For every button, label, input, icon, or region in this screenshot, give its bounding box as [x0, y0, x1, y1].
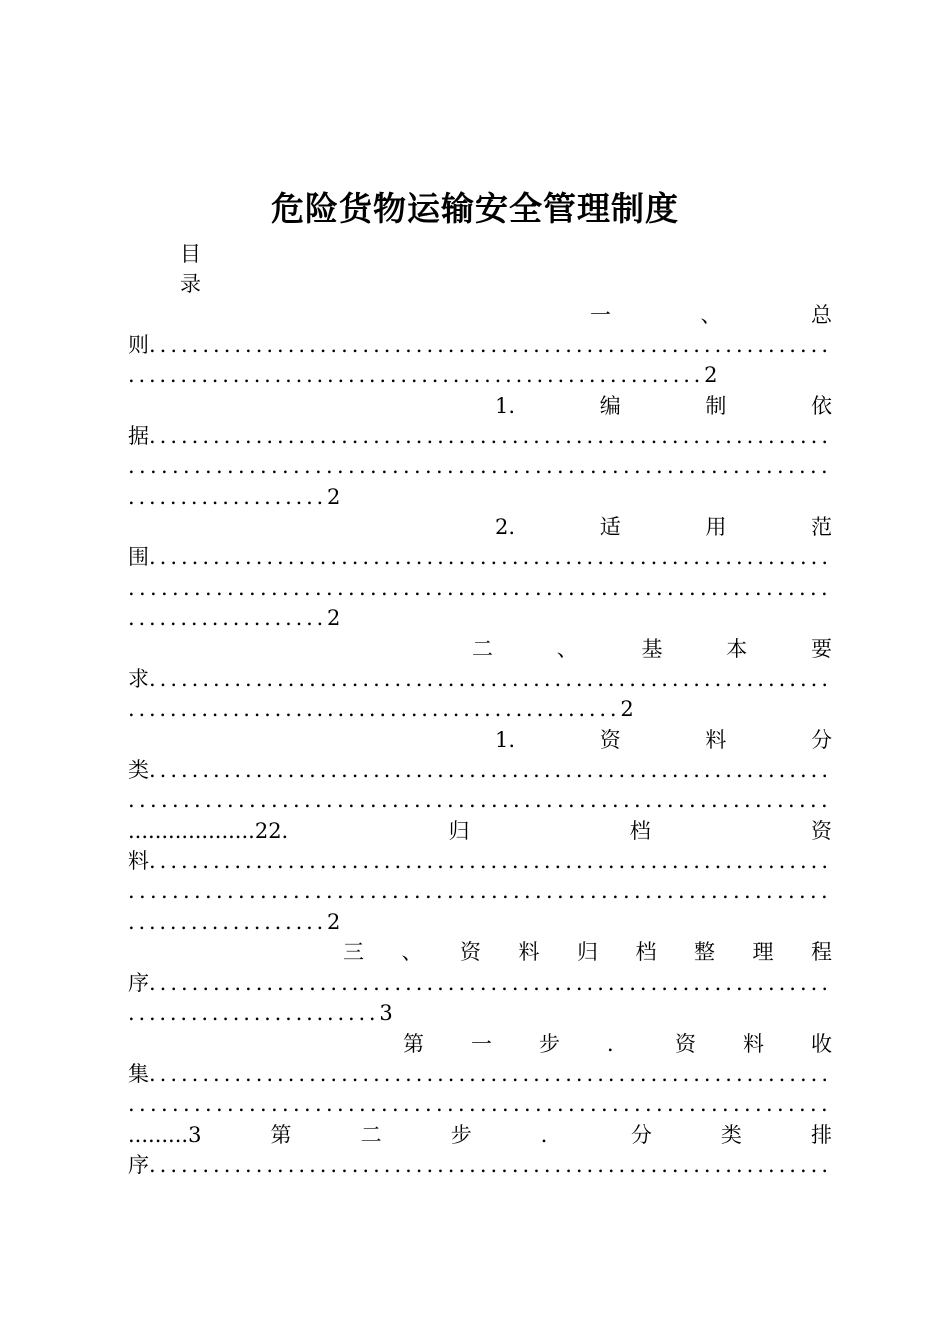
toc-leader-line — [128, 330, 832, 360]
toc-leader-line — [128, 998, 832, 1028]
toc-token: 料 — [743, 1032, 764, 1056]
toc-token: 收 — [811, 1032, 832, 1056]
toc-token: 资 — [675, 1032, 696, 1056]
toc-token: 归 — [448, 819, 470, 843]
toc-leader-dots: ................................................................ — [128, 576, 832, 600]
toc-token: 步 — [450, 1123, 472, 1147]
toc-leader-dots: ................................................................ — [149, 849, 832, 873]
toc-token: 、 — [700, 303, 722, 327]
toc-token: 第 — [403, 1032, 424, 1056]
toc-leader-dots: ................................................................ — [128, 879, 832, 903]
toc-entry-tail: 类 — [128, 758, 149, 782]
toc-token: 一 — [590, 303, 611, 327]
toc-leader-line — [128, 573, 832, 603]
toc-token: 范 — [810, 515, 832, 539]
toc-leader-dots: .......................................................2 — [128, 363, 722, 387]
toc-entry-tail: 集 — [128, 1062, 149, 1086]
toc-token: 程 — [811, 940, 832, 964]
toc-entry-heading-line — [343, 937, 832, 967]
toc-leader-dots: ................................................................ — [149, 1062, 832, 1086]
toc-leader-line — [128, 846, 832, 876]
toc-leader-line — [128, 785, 832, 815]
toc-entry-heading-line — [495, 512, 832, 542]
toc-leader-line — [128, 451, 832, 481]
toc-entry-tail: 据 — [128, 424, 149, 448]
toc-leader-dots: ................................................................ — [149, 758, 832, 782]
toc-leader-dots: ........................3 — [128, 1001, 397, 1025]
toc-leader-line — [128, 482, 832, 512]
toc-token: 适 — [599, 515, 621, 539]
toc-entry-heading-line — [128, 816, 832, 846]
toc-token: 整 — [694, 940, 715, 964]
toc-token: 制 — [705, 394, 727, 418]
toc-leader-dots: ................................................................ — [128, 454, 832, 478]
toc-token: 二 — [360, 1123, 382, 1147]
toc-token: 料 — [518, 940, 540, 964]
page-title: 危险货物运输安全管理制度 — [271, 189, 679, 228]
toc-entry-heading-line — [495, 391, 832, 421]
toc-token: 2. — [495, 515, 516, 539]
toc-leader-dots: ...................2 — [128, 910, 345, 934]
toc-leader-line — [128, 542, 832, 572]
toc-token: 、 — [556, 637, 578, 661]
toc-leader-dots: ................................................................ — [149, 424, 832, 448]
toc-leader-line — [128, 1059, 832, 1089]
toc-entry-heading-line — [128, 1120, 832, 1150]
toc-token: ． — [607, 1032, 628, 1056]
toc-leader-dots: ...............................................2 — [128, 697, 638, 721]
toc-token: ...................22. — [128, 819, 289, 843]
toc-token: 基 — [641, 637, 663, 661]
toc-leader-dots: ................................................................ — [149, 971, 832, 995]
toc-leader-line — [128, 968, 832, 998]
toc-entry-tail: 料 — [128, 849, 149, 873]
toc-leader-dots: ................................................................ — [149, 667, 832, 691]
toc-token: 分 — [810, 728, 832, 752]
toc-heading-line-2: 录 — [180, 272, 201, 296]
toc-token: 三 — [343, 940, 364, 964]
toc-token: 资 — [460, 940, 481, 964]
toc-token: 步 — [539, 1032, 560, 1056]
toc-token: 、 — [401, 940, 423, 964]
toc-token: 理 — [752, 940, 774, 964]
toc-leader-line — [128, 907, 832, 937]
toc-token: 依 — [810, 394, 832, 418]
toc-token: 1. — [495, 394, 516, 418]
toc-leader-dots: ................................................................ — [149, 1153, 832, 1177]
toc-token: 一 — [471, 1032, 492, 1056]
toc-token: 用 — [705, 515, 727, 539]
toc-entry-heading-line — [472, 634, 832, 664]
toc-token: 要 — [811, 637, 832, 661]
toc-entry-tail: 序 — [128, 971, 149, 995]
toc-leader-line — [128, 603, 832, 633]
toc-token: 料 — [705, 728, 727, 752]
toc-leader-line — [128, 664, 832, 694]
toc-entry-tail: 求 — [128, 667, 149, 691]
toc-token: 二 — [472, 637, 493, 661]
toc-leader-dots: ...................2 — [128, 606, 345, 630]
toc-heading-line-1: 目 — [180, 242, 201, 266]
toc-leader-line — [128, 1150, 832, 1180]
toc-leader-line — [128, 876, 832, 906]
toc-token: 本 — [726, 637, 748, 661]
toc-token: 排 — [811, 1123, 832, 1147]
toc-token: 档 — [629, 819, 651, 843]
toc-token: .........3 — [128, 1123, 202, 1147]
toc-leader-line — [128, 694, 832, 724]
toc-token: 第 — [270, 1123, 292, 1147]
toc-token: 1. — [495, 728, 516, 752]
toc-token: 类 — [720, 1123, 742, 1147]
toc-leader-dots: ................................................................ — [128, 788, 832, 812]
toc-token: 资 — [599, 728, 621, 752]
toc-leader-line — [128, 755, 832, 785]
toc-leader-line — [128, 421, 832, 451]
toc-token: 分 — [630, 1123, 652, 1147]
toc-entry-tail: 序 — [128, 1153, 149, 1177]
toc-leader-dots: ................................................................ — [128, 1092, 832, 1116]
toc-token: 档 — [635, 940, 657, 964]
toc-token: 总 — [811, 303, 832, 327]
toc-entry-tail: 围 — [128, 545, 149, 569]
toc-token: ． — [540, 1123, 562, 1147]
toc-token: 资 — [810, 819, 832, 843]
toc-leader-dots: ................................................................ — [149, 333, 832, 357]
toc-entry-heading-line — [495, 725, 832, 755]
toc-leader-line — [128, 1089, 832, 1119]
toc-leader-dots: ...................2 — [128, 485, 345, 509]
toc-leader-dots: ................................................................ — [149, 545, 832, 569]
toc-token: 归 — [577, 940, 598, 964]
toc-entry-heading-line — [403, 1029, 832, 1059]
toc-leader-line — [128, 360, 832, 390]
toc-entry-heading-line — [590, 300, 832, 330]
toc-entry-tail: 则 — [128, 333, 149, 357]
toc-token: 编 — [599, 394, 621, 418]
